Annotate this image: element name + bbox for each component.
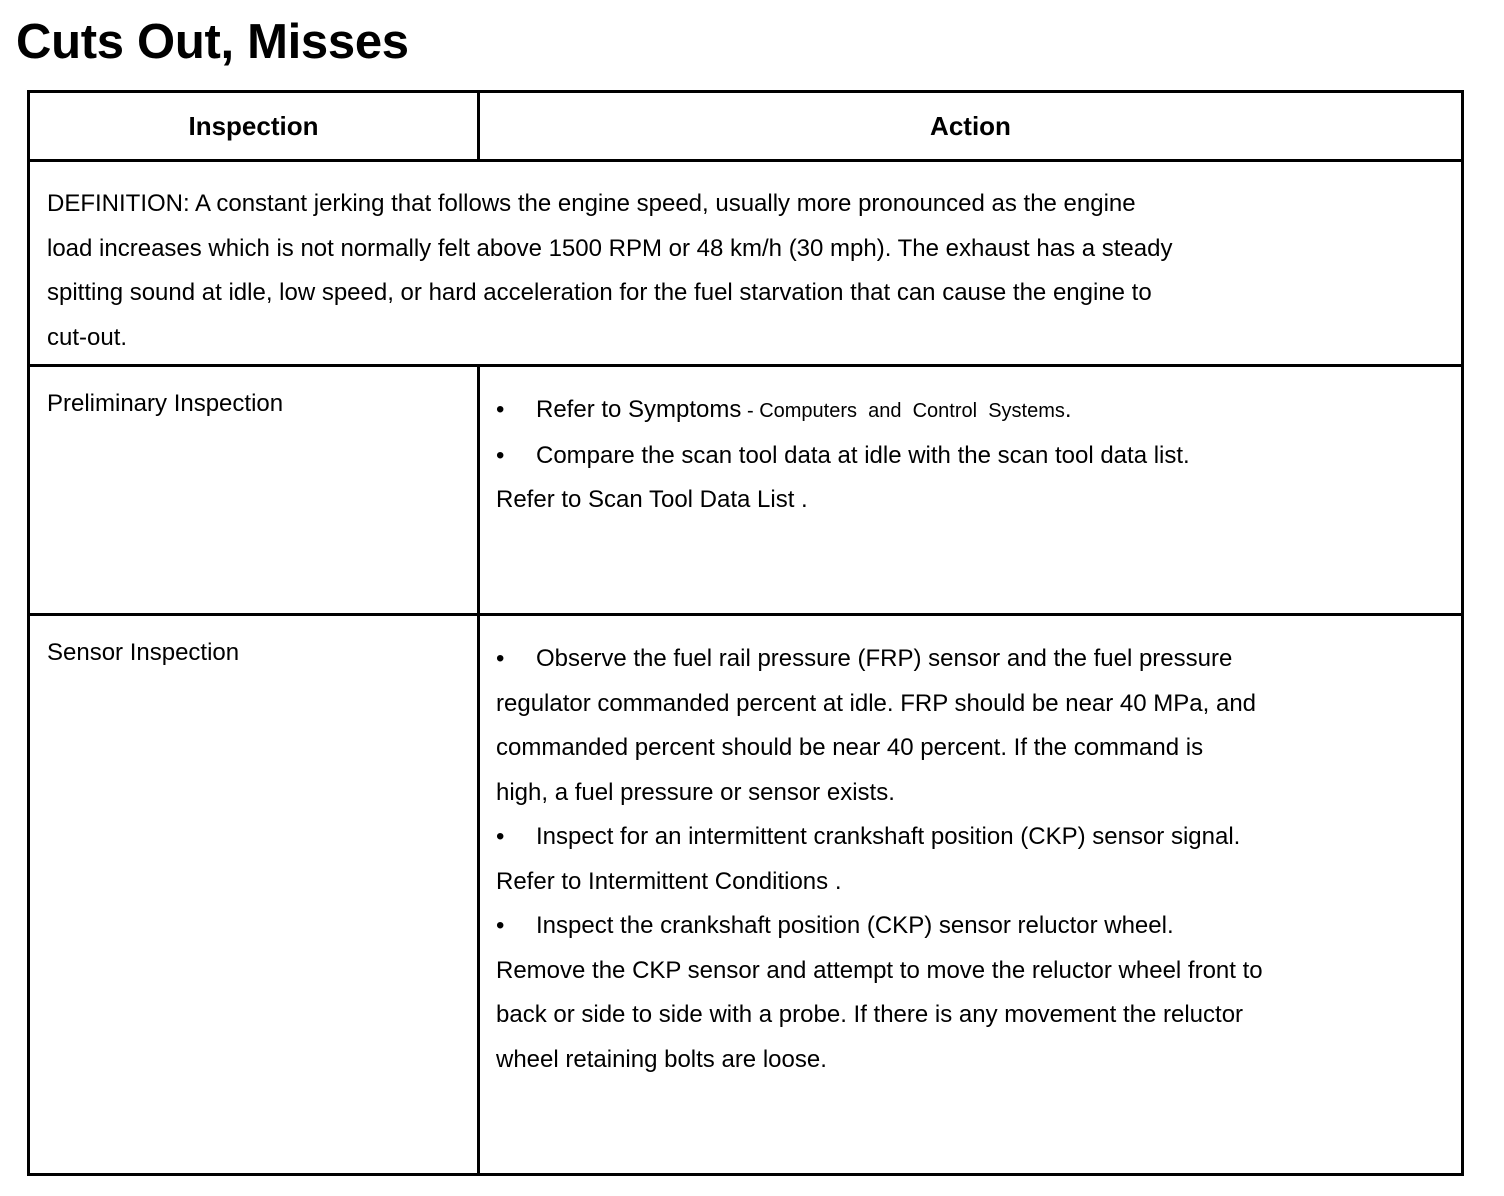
action-line: high, a fuel pressure or sensor exists. [496,778,895,806]
header-inspection: Inspection [29,92,479,161]
bullet-icon: • [496,441,505,469]
action-line: regulator commanded percent at idle. FRP should be near 40 MPa, and [496,689,1257,717]
definition-line: DEFINITION: A constant jerking that follows the engine speed, usually more pronounced as the engine [47,190,1136,217]
inspection-label: Preliminary Inspection [47,390,284,417]
action-text: Inspect for an intermittent crankshaft position (CKP) sensor signal. [536,823,1241,850]
inspection-label: Sensor Inspection [47,639,240,666]
action-bullet [496,815,1461,860]
definition-text [30,162,1357,360]
bullet-icon: • [496,912,505,939]
symptoms-link[interactable]: Computers and Control Systems [759,400,1065,422]
action-cell [479,366,1463,615]
definition-cell [29,161,1463,366]
bullet-icon: • [496,645,505,672]
page-title: Cuts Out, Misses [16,15,409,69]
table-row [29,366,1463,615]
bullet-icon: • [496,823,505,850]
header-action: Action [479,92,1463,161]
action-bullet [496,637,1461,682]
inspection-cell [29,366,479,615]
intermittent-conditions-link[interactable]: Refer to Intermittent Conditions . [496,867,842,895]
action-text: Observe the fuel rail pressure (FRP) sensor and the fuel pressure [536,645,1233,672]
action-line: wheel retaining bolts are loose. [496,1045,827,1073]
action-bullet [496,904,1461,949]
action-dash: - [746,400,754,422]
action-line: Remove the CKP sensor and attempt to move the reluctor wheel front to [496,956,1263,984]
action-line: back or side to side with a probe. If there is any movement the reluctor [496,1001,1244,1028]
action-line: commanded percent should be near 40 percent. If the command is [496,734,1204,761]
action-text: Inspect the crankshaft position (CKP) sensor reluctor wheel. [536,912,1174,939]
action-bullet [496,388,1461,434]
definition-line: cut-out. [47,323,128,351]
action-bullet [496,434,1461,479]
action-text: Refer to Symptoms [536,396,742,423]
action-cell [479,615,1463,1175]
definition-line: spitting sound at idle, low speed, or hard acceleration for the fuel starvation that can cause the engine to [47,279,1152,306]
diagnostic-table [27,90,1464,1176]
action-text: Compare the scan tool data at idle with the scan tool data list. [536,441,1190,469]
table-header-row [29,92,1463,161]
bullet-icon: • [496,396,505,423]
inspection-cell [29,615,479,1175]
scan-tool-data-list-link[interactable]: Refer to Scan Tool Data List . [496,486,808,513]
table-row [29,615,1463,1175]
action-text-end: . [1064,396,1072,423]
definition-line: load increases which is not normally felt above 1500 RPM or 48 km/h (30 mph). The exhaust has a steady [47,234,1173,262]
definition-row [29,161,1463,366]
